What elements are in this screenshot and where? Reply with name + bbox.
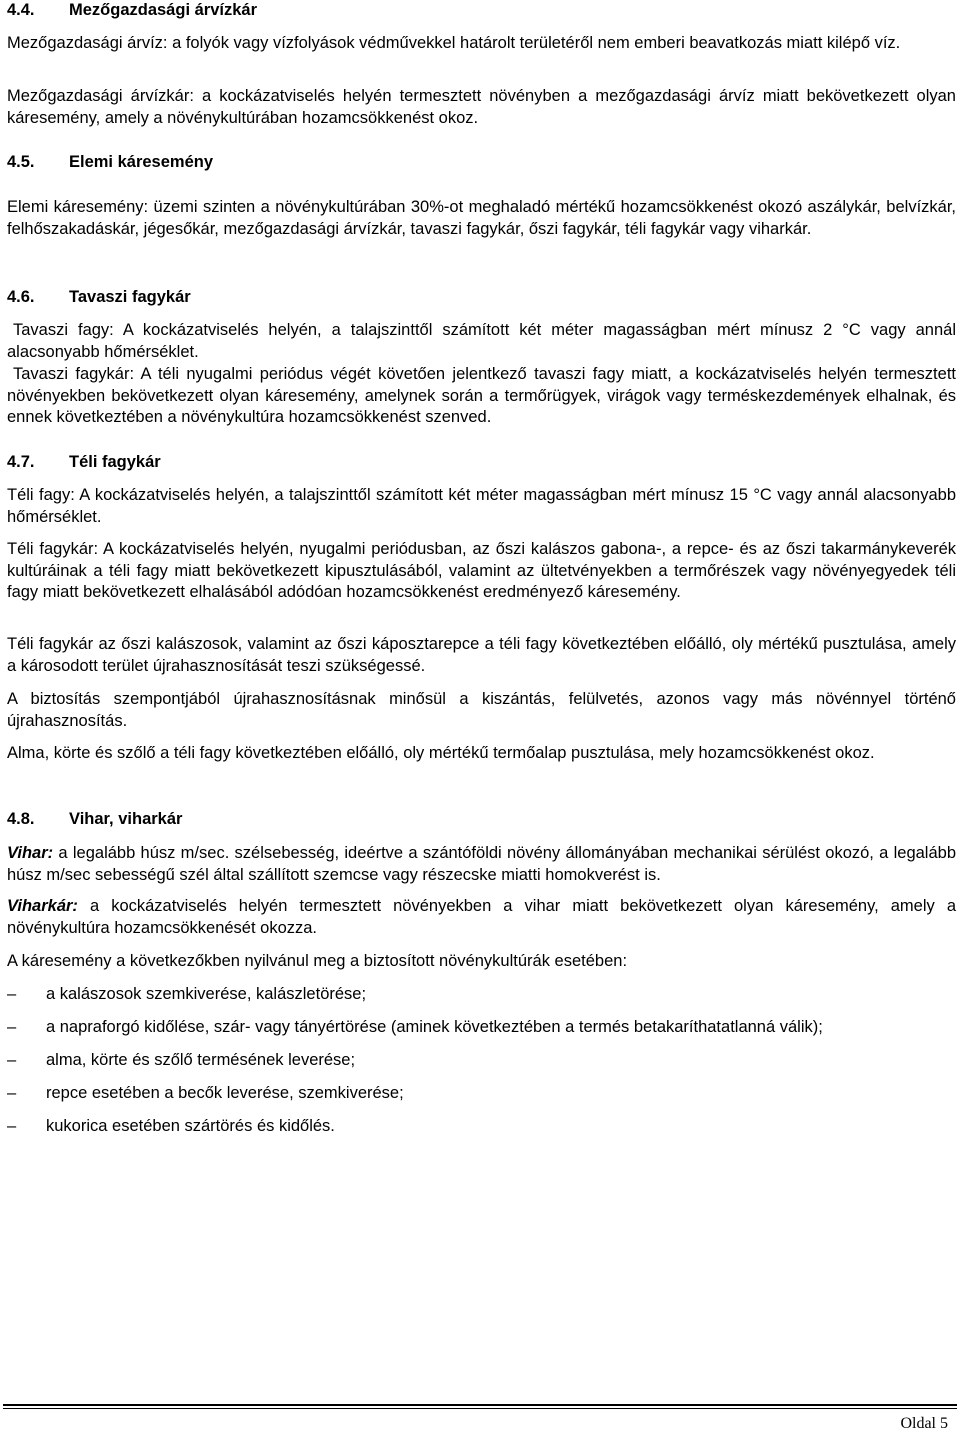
section-heading-4-5 [7, 152, 956, 174]
paragraph-alma-korte-szolo: Alma, körte és szőlő a téli fagy következtében előálló, oly mértékű termőalap pusztulása, mely hozamcsökkenést okoz. [7, 744, 875, 762]
paragraph-tavaszi-fagy: Tavaszi fagy: A kockázatviselés helyén, a talajszinttől számított két méter magasságban mért mínusz 2 °C vagy annál alacsonyabb hőmérséklet. [7, 321, 956, 361]
dash-bullet: – [7, 1018, 17, 1036]
paragraph-karesemeny-intro: A káresemény a következőkben nyilvánul meg a biztosított növénykultúrák esetében: [7, 952, 628, 970]
section-heading-4-7 [7, 452, 956, 474]
damage-list [7, 984, 956, 1138]
dash-bullet: – [7, 1084, 17, 1102]
dash-bullet: – [7, 1117, 17, 1135]
list-item-text: a napraforgó kidőlése, szár- vagy tányértörése (aminek következtében a termés betakaríthatatlanná válik); [46, 1018, 823, 1036]
paragraph-teli-fagy: Téli fagy: A kockázatviselés helyén, a talajszinttől számított két méter magasságban mért mínusz 15 °C vagy annál alacsonyabb hőmérséklet. [7, 486, 956, 526]
dash-bullet: – [7, 1051, 17, 1069]
section-heading-4-8 [7, 809, 956, 831]
definition-vihar: a legalább húsz m/sec. szélsebesség, ideértve a szántóföldi növény állományában mechanikai sérülést okozó, a legalább húsz m/sec sebességű szél által szállított szemcse vagy részecske miatti homokverést is. [7, 844, 956, 884]
list-item-text: repce esetében a becők leverése, szemkiverése; [46, 1084, 404, 1102]
dash-bullet: – [7, 985, 17, 1003]
footer-divider [3, 1404, 957, 1406]
section-number: 4.4. [7, 1, 35, 19]
list-item-text: a kalászosok szemkiverése, kalászletörése; [46, 985, 367, 1003]
paragraph-mezogazdasagi-arvizkar: Mezőgazdasági árvízkár: a kockázatviselés helyén termesztett növényben a mezőgazdasági árvíz miatt bekövetkezett olyan káresemény, amely a növénykultúrában hozamcsökkenést okoz. [7, 87, 956, 127]
section-title: Mezőgazdasági árvízkár [69, 1, 257, 19]
paragraph-ujrahasznositas: A biztosítás szempontjából újrahasznosításnak minősül a kiszántás, felülvetés, azonos vagy más növénnyel történő újrahasznosítás. [7, 690, 956, 730]
section-number: 4.5. [7, 153, 35, 171]
list-item [7, 1017, 956, 1039]
footer-divider-thin [3, 1408, 957, 1409]
list-item-text: kukorica esetében szártörés és kidőlés. [46, 1117, 335, 1135]
section-number: 4.6. [7, 288, 35, 306]
term-vihar: Vihar: [7, 844, 54, 862]
paragraph-mezogazdasagi-arviz: Mezőgazdasági árvíz: a folyók vagy vízfolyások védművekkel határolt területéről nem emberi beavatkozás miatt kilépő víz. [7, 34, 901, 52]
section-title: Tavaszi fagykár [69, 288, 191, 306]
paragraph-teli-fagykar: Téli fagykár: A kockázatviselés helyén, nyugalmi periódusban, az őszi kalászos gabona-, a repce- és az őszi takarmánykeverék kultúráinak a téli fagy miatt bekövetkezett kipusztulásából, valamint az ültetvényekben a termőrészek vagy növényegyedek téli fagy miatt bekövetkezett elhalásából adódóan hozamcsökkenést eredményező káresemény. [7, 540, 956, 601]
paragraph-vihar [7, 843, 956, 886]
section-number: 4.7. [7, 453, 35, 471]
list-item [7, 1050, 956, 1072]
list-item [7, 984, 956, 1006]
section-heading-4-6 [7, 287, 956, 309]
list-item [7, 1083, 956, 1105]
section-title: Vihar, viharkár [69, 810, 183, 828]
section-heading-4-4 [7, 0, 956, 22]
paragraph-tavaszi-fagykar: Tavaszi fagykár: A téli nyugalmi periódus végét követően jelentkező tavaszi fagy miatt, a kockázatviselés helyén termesztett növényekben bekövetkezett olyan káresemény, amelynek során a termőrügyek, virágok vagy terméskezdemények elhalnak, és ennek következtében a növénykultúra hozamcsökkenést szenved. [7, 365, 956, 426]
section-title: Téli fagykár [69, 453, 161, 471]
page-number: Oldal 5 [900, 1415, 948, 1432]
definition-viharkar: a kockázatviselés helyén termesztett növényekben a vihar miatt bekövetkezett olyan káresemény, amely a növénykultúra hozamcsökkenését okozza. [7, 897, 956, 937]
list-item [7, 1116, 956, 1138]
section-title: Elemi káresemény [69, 153, 214, 171]
paragraph-elemi-karesemeny: Elemi káresemény: üzemi szinten a növénykultúrában 30%-ot meghaladó mértékű hozamcsökkenést okozó aszálykár, belvízkár, felhőszakadáskár, jégesőkár, mezőgazdasági árvízkár, tavaszi fagykár, őszi fagykár, téli fagykár vagy viharkár. [7, 198, 956, 238]
section-number: 4.8. [7, 810, 35, 828]
paragraph-teli-fagykar-kalaszosok: Téli fagykár az őszi kalászosok, valamint az őszi káposztarepce a téli fagy következtében előálló, oly mértékű pusztulása, amely a károsodott terület újrahasznosítását teszi szükségessé. [7, 635, 956, 675]
term-viharkar: Viharkár: [7, 897, 78, 915]
list-item-text: alma, körte és szőlő termésének leverése; [46, 1051, 356, 1069]
paragraph-viharkar [7, 896, 956, 939]
